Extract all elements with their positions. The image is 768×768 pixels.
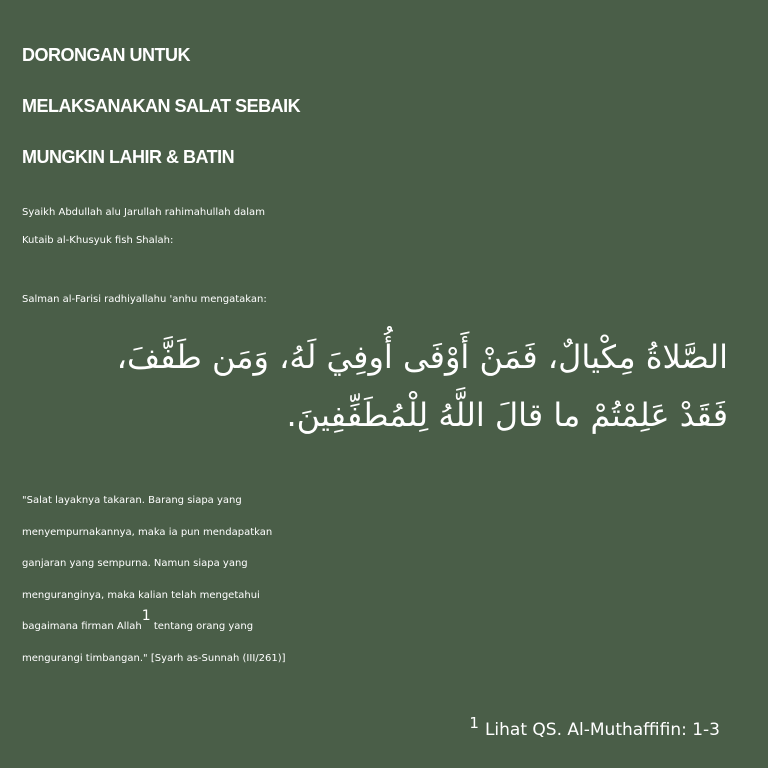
title-line-3: MUNGKIN LAHIR & BATIN bbox=[22, 147, 235, 167]
translation-line-5-start: bagaimana firman Allah bbox=[22, 621, 142, 632]
arabic-line-2: فَقَدْ عَلِمْتُمْ ما قالَ اللَّهُ لِلْمُطَفِّفِينَ. bbox=[286, 396, 728, 434]
translation-line-5-end: tentang orang yang bbox=[150, 621, 254, 632]
translation-line-5 bbox=[22, 608, 752, 643]
footnote-text: Lihat QS. Al-Muthaffifin: 1-3 bbox=[484, 720, 720, 740]
footnote bbox=[469, 714, 720, 742]
intro-line-2: Kutaib al-Khusyuk fish Shalah: bbox=[22, 235, 174, 246]
page-title bbox=[22, 30, 752, 183]
arabic-quote bbox=[28, 328, 728, 444]
translation-line-4: menguranginya, maka kalian telah mengetahui bbox=[22, 589, 260, 601]
speaker-attribution: Salman al-Farisi radhiyallahu 'anhu mengatakan: bbox=[22, 294, 267, 305]
title-line-1: DORONGAN UNTUK bbox=[22, 45, 190, 65]
source-intro bbox=[22, 199, 752, 255]
title-line-2: MELAKSANAKAN SALAT SEBAIK bbox=[22, 96, 301, 116]
translation-line-6: mengurangi timbangan." [Syarh as-Sunnah (III/261)] bbox=[22, 652, 286, 664]
translation-line-1: "Salat layaknya takaran. Barang siapa yang bbox=[22, 495, 242, 506]
footnote-reference: 1 bbox=[141, 608, 151, 624]
arabic-line-1: الصَّلاةُ مِكْيالٌ، فَمَنْ أَوْفَى أُوفِيَ لَهُ، وَمَن طَفَّفَ، bbox=[116, 338, 728, 376]
footnote-marker: 1 bbox=[469, 714, 479, 732]
intro-line-1: Syaikh Abdullah alu Jarullah rahimahullah dalam bbox=[22, 207, 265, 218]
translation-line-3: ganjaran yang sempurna. Namun siapa yang bbox=[22, 558, 248, 569]
translation-line-2: menyempurnakannya, maka ia pun mendapatkan bbox=[22, 526, 273, 538]
translation-quote bbox=[22, 485, 752, 674]
